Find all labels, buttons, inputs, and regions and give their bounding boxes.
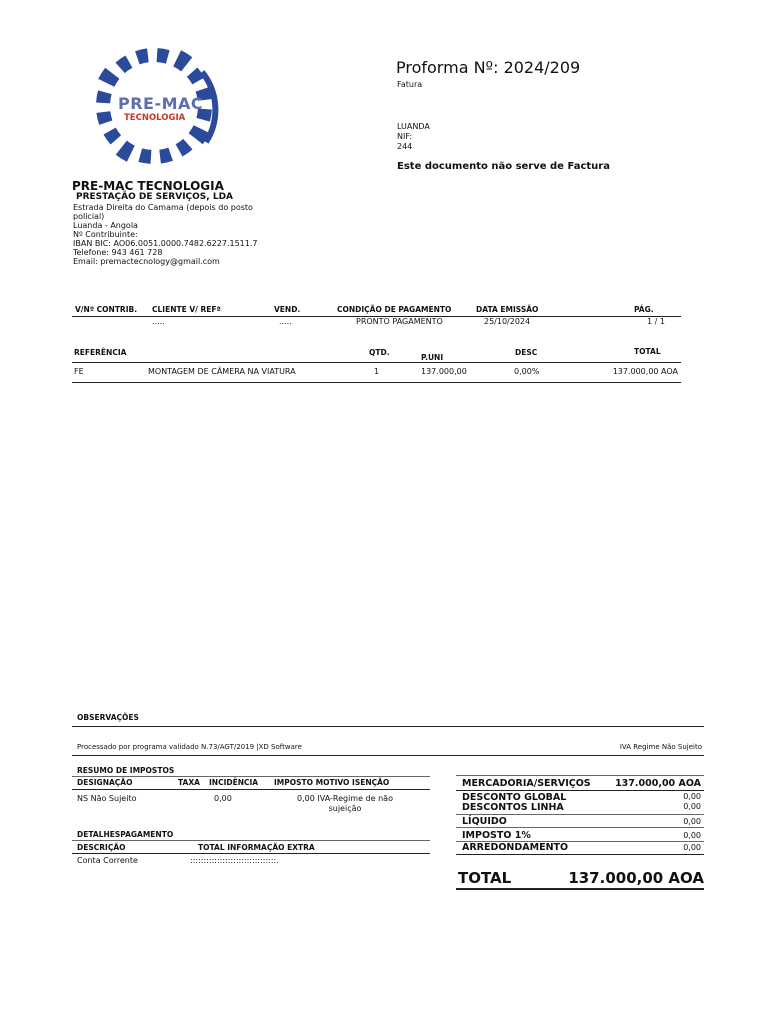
company-phone: Telefone: 943 461 728 — [73, 248, 163, 257]
logo-text-main: PRE-MAC — [118, 94, 204, 113]
items-bottom-divider — [72, 382, 681, 383]
value-issue-date: 25/10/2024 — [484, 317, 531, 326]
totals-value-global-discount: 0,00 — [683, 792, 701, 801]
totals-label-global-discount: DESCONTO GLOBAL — [462, 792, 567, 803]
company-iban: IBAN BIC: AO06.0051.0000.7482.6227.1511.7 — [73, 239, 258, 248]
tax-header-incidence: INCIDÊNCIA — [209, 778, 259, 787]
processed-note: Processado por programa validado N.73/AGT/2019 |XD Software — [77, 743, 302, 751]
document-subtitle: Fatura — [397, 80, 423, 89]
document-title: Proforma Nº: 2024/209 — [396, 58, 581, 77]
item-ref: FE — [74, 367, 84, 376]
payment-description: Conta Corrente — [77, 856, 138, 865]
value-seller: ..... — [279, 317, 292, 326]
col-header-seller: VEND. — [274, 305, 301, 314]
observations-divider-top — [72, 726, 704, 727]
item-description: MONTAGEM DE CÂMERA NA VIATURA — [148, 367, 296, 376]
payment-header-extra: TOTAL INFORMAÇÃO EXTRA — [198, 843, 315, 852]
totals-rounding-divider — [456, 854, 704, 855]
item-qty: 1 — [374, 367, 380, 376]
client-nif-label: NIF: — [397, 132, 413, 141]
items-header-unit-price: P.UNI — [421, 353, 444, 362]
company-subtitle: PRESTAÇÃO DE SERVIÇOS, LDA — [76, 192, 234, 202]
tax-header-divider — [72, 789, 430, 790]
company-address-2: policial) — [73, 212, 105, 221]
items-header-discount: DESC — [515, 348, 538, 357]
company-name: PRE-MAC TECNOLOGIA — [72, 179, 224, 193]
payment-header-description: DESCRIÇÃO — [77, 843, 126, 852]
col-header-contrib: V/Nº CONTRIB. — [75, 305, 138, 314]
payment-header-divider — [72, 853, 430, 854]
payment-title-divider — [72, 840, 430, 841]
col-header-page: PÁG. — [634, 305, 654, 314]
totals-label-net: LÍQUIDO — [462, 816, 507, 827]
tax-header-reason: IMPOSTO MOTIVO ISENÇÃO — [274, 778, 390, 787]
client-city: LUANDA — [397, 122, 430, 131]
tax-reason: 0,00 IVA-Regime de não sujeição — [297, 794, 393, 813]
totals-label-tax: IMPOSTO 1% — [462, 830, 531, 841]
tax-header-designation: DESIGNAÇÃO — [77, 778, 133, 787]
totals-label-rounding: ARREDONDAMENTO — [462, 842, 569, 853]
totals-top-divider — [456, 775, 704, 776]
company-logo — [84, 44, 224, 168]
company-city: Luanda - Angola — [73, 221, 138, 230]
col-header-issue-date: DATA EMISSÃO — [476, 305, 539, 314]
tax-summary-title: RESUMO DE IMPOSTOS — [77, 766, 175, 775]
items-header-qty: QTD. — [369, 348, 390, 357]
payment-title: DETALHESPAGAMENTO — [77, 830, 174, 839]
tax-incidence: 0,00 — [214, 794, 232, 803]
vat-regime-note: IVA Regime Não Sujeito — [619, 743, 702, 751]
company-contributor: Nº Contribuinte: — [73, 230, 138, 239]
item-total: 137.000,00 AOA — [612, 367, 678, 376]
logo-text-sub: TECNOLOGIA — [124, 113, 186, 123]
client-nif: 244 — [397, 142, 413, 151]
totals-value-rounding: 0,00 — [683, 843, 701, 852]
totals-value-net: 0,00 — [683, 817, 701, 826]
items-header-ref: REFERÊNCIA — [74, 348, 127, 357]
grand-total-divider — [456, 888, 704, 890]
value-payment-condition: PRONTO PAGAMENTO — [356, 317, 443, 326]
tax-designation: NS Não Sujeito — [77, 794, 137, 803]
grand-total-value: 137.000,00 AOA — [568, 869, 704, 887]
tax-summary-title-divider — [72, 776, 430, 777]
totals-goods-divider — [456, 790, 704, 791]
observations-title: OBSERVAÇÕES — [77, 713, 139, 722]
item-unit-price: 137.000,00 — [421, 367, 467, 376]
totals-value-line-discounts: 0,00 — [683, 802, 701, 811]
totals-label-goods: MERCADORIA/SERVIÇOS — [462, 778, 591, 789]
value-client-ref: ..... — [152, 317, 165, 326]
items-header-total: TOTAL — [634, 347, 661, 356]
item-discount: 0,00% — [514, 367, 540, 376]
totals-net-divider — [456, 827, 704, 828]
payment-extra: ::::::::::::::::::::::::::::::::. — [190, 856, 279, 865]
items-header-divider — [72, 362, 681, 363]
totals-value-tax: 0,00 — [683, 831, 701, 840]
company-email: Email: premactecnology@gmail.com — [73, 257, 220, 266]
col-header-client-ref: CLIENTE V/ REFª — [152, 305, 221, 314]
totals-value-goods: 137.000,00 AOA — [615, 778, 701, 789]
company-address-1: Estrada Direita do Camama (depois do posto — [73, 203, 253, 212]
col-header-payment-condition: CONDIÇÃO DE PAGAMENTO — [337, 305, 452, 314]
totals-label-line-discounts: DESCONTOS LINHA — [462, 802, 564, 813]
totals-discount-divider — [456, 814, 704, 815]
tax-header-rate: TAXA — [178, 778, 200, 787]
document-notice: Este documento não serve de Factura — [397, 161, 610, 172]
value-page: 1 / 1 — [647, 317, 665, 326]
grand-total-label: TOTAL — [458, 869, 512, 887]
observations-divider-bottom — [72, 755, 704, 756]
